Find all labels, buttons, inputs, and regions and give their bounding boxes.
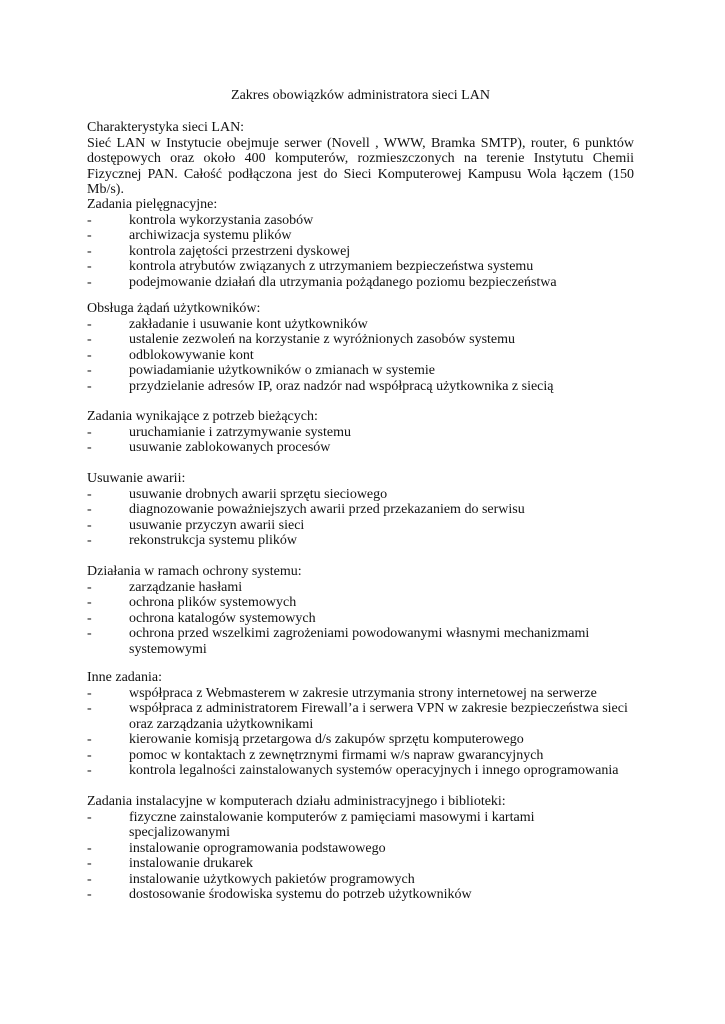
list-bullet: - xyxy=(87,701,92,716)
list-item-text: zakładanie i usuwanie kont użytkowników xyxy=(129,316,368,332)
list-bullet: - xyxy=(87,332,92,347)
list-item xyxy=(87,686,634,702)
list-bullet: - xyxy=(87,363,92,378)
list-item xyxy=(87,611,634,627)
list-item xyxy=(87,810,634,841)
list-item xyxy=(87,363,634,379)
list-item-text: ochrona katalogów systemowych xyxy=(129,610,316,626)
list-item xyxy=(87,763,634,779)
task-section xyxy=(87,794,634,903)
list-bullet: - xyxy=(87,316,92,332)
list-item-text: przydzielanie adresów IP, oraz nadzór nad współpracą użytkownika z siecią xyxy=(129,378,554,394)
list-item xyxy=(87,841,634,857)
list-bullet: - xyxy=(87,747,92,763)
list-bullet: - xyxy=(87,424,92,440)
list-item-text: ochrona plików systemowych xyxy=(129,595,297,610)
list-bullet: - xyxy=(87,840,92,856)
intro-section xyxy=(87,120,634,198)
list-bullet: - xyxy=(87,228,92,243)
list-item xyxy=(87,732,634,748)
list-bullet: - xyxy=(87,502,92,517)
task-section xyxy=(87,301,634,394)
list-item-text: kierowanie komisją przetargowa d/s zakupów sprzętu komputerowego xyxy=(129,732,524,747)
list-bullet: - xyxy=(87,809,92,825)
list-item xyxy=(87,595,634,611)
list-bullet: - xyxy=(87,517,92,533)
task-section xyxy=(87,409,634,456)
list-bullet: - xyxy=(87,212,92,228)
list-item xyxy=(87,887,634,903)
list-item xyxy=(87,518,634,534)
list-bullet: - xyxy=(87,856,92,871)
list-bullet: - xyxy=(87,486,92,502)
list-bullet: - xyxy=(87,685,92,701)
list-item-text: fizyczne zainstalowanie komputerów z pamięciami masowymi i kartami specjalizowanymi xyxy=(129,809,535,840)
section-heading: Obsługa żądań użytkowników: xyxy=(87,301,261,316)
list-item xyxy=(87,332,634,348)
section-heading: Usuwanie awarii: xyxy=(87,471,186,486)
list-item-text: ochrona przed wszelkimi zagrożeniami powodowanymi własnymi mechanizmami systemowymi xyxy=(129,626,590,657)
list-item-text: archiwizacja systemu plików xyxy=(129,228,292,243)
list-item-text: kontrola wykorzystania zasobów xyxy=(129,212,314,228)
list-item xyxy=(87,275,634,291)
list-item-text: instalowanie drukarek xyxy=(129,856,254,871)
list-item xyxy=(87,872,634,888)
list-item xyxy=(87,228,634,244)
list-item-text: dostosowanie środowiska systemu do potrzeb użytkowników xyxy=(129,887,472,902)
list-item xyxy=(87,533,634,549)
list-item xyxy=(87,748,634,764)
list-item-text: rekonstrukcja systemu plików xyxy=(129,533,297,548)
list-item-text: diagnozowanie poważniejszych awarii przed przekazaniem do serwisu xyxy=(129,502,525,517)
list-bullet: - xyxy=(87,259,92,274)
list-item xyxy=(87,317,634,333)
list-bullet: - xyxy=(87,887,92,902)
list-item xyxy=(87,487,634,503)
list-bullet: - xyxy=(87,871,92,887)
list-item-text: współpraca z administratorem Firewall’a i serwera VPN w zakresie bezpieczeństwa sieci oraz zarządzania użytkownikami xyxy=(129,701,628,732)
task-section xyxy=(87,564,634,657)
list-item-text: zarządzanie hasłami xyxy=(129,579,243,595)
list-bullet: - xyxy=(87,347,92,363)
list-item-text: podejmowanie działań dla utrzymania pożądanego poziomu bezpieczeństwa xyxy=(129,274,557,290)
section-heading: Zadania wynikające z potrzeb bieżących: xyxy=(87,409,318,424)
list-item-text: instalowanie oprogramowania podstawowego xyxy=(129,840,386,856)
section-heading: Zadania pielęgnacyjne: xyxy=(87,197,218,212)
list-item-text: usuwanie zablokowanych procesów xyxy=(129,440,331,455)
list-item-text: usuwanie przyczyn awarii sieci xyxy=(129,517,305,533)
list-bullet: - xyxy=(87,378,92,394)
list-bullet: - xyxy=(87,243,92,259)
section-heading: Zadania instalacyjne w komputerach działu administracyjnego i biblioteki: xyxy=(87,794,506,809)
list-bullet: - xyxy=(87,274,92,290)
list-item-text: kontrola legalności zainstalowanych systemów operacyjnych i innego oprogramowania xyxy=(129,763,619,778)
list-item xyxy=(87,580,634,596)
list-item xyxy=(87,856,634,872)
section-heading: Działania w ramach ochrony systemu: xyxy=(87,564,302,579)
list-item-text: kontrola atrybutów związanych z utrzymaniem bezpieczeństwa systemu xyxy=(129,259,534,274)
list-item-text: kontrola zajętości przestrzeni dyskowej xyxy=(129,243,351,259)
task-section xyxy=(87,471,634,549)
list-item xyxy=(87,259,634,275)
list-item xyxy=(87,425,634,441)
list-bullet: - xyxy=(87,533,92,548)
document-title: Zakres obowiązków administratora sieci LAN xyxy=(231,88,490,103)
list-bullet: - xyxy=(87,579,92,595)
list-item-text: usuwanie drobnych awarii sprzętu sieciowego xyxy=(129,486,388,502)
list-item xyxy=(87,440,634,456)
list-bullet: - xyxy=(87,763,92,778)
list-item-text: współpraca z Webmasterem w zakresie utrzymania strony internetowej na serwerze xyxy=(129,685,597,701)
list-item-text: odblokowywanie kont xyxy=(129,347,254,363)
list-item-text: pomoc w kontaktach z zewnętrznymi firmami w/s napraw gwarancyjnych xyxy=(129,747,544,763)
list-bullet: - xyxy=(87,610,92,626)
list-item-text: uruchamianie i zatrzymywanie systemu xyxy=(129,424,351,440)
list-bullet: - xyxy=(87,440,92,455)
intro-paragraph: Sieć LAN w Instytucie obejmuje serwer (Novell , WWW, Bramka SMTP), router, 6 punktów dostępowych oraz około 400 komputerów, rozmieszczonych na terenie Instytutu Chemii Fizycznej PAN. Całość podłączona jest do Sieci Komputerowej Kampusu Wola łączem (150 Mb/s). xyxy=(87,135,634,197)
list-item xyxy=(87,502,634,518)
list-item xyxy=(87,348,634,364)
list-bullet: - xyxy=(87,595,92,610)
list-item-text: ustalenie zezwoleń na korzystanie z wyróżnionych zasobów systemu xyxy=(129,332,516,347)
list-bullet: - xyxy=(87,732,92,747)
list-bullet: - xyxy=(87,626,92,641)
list-item xyxy=(87,379,634,395)
task-section xyxy=(87,670,634,779)
list-item-text: instalowanie użytkowych pakietów programowych xyxy=(129,871,415,887)
list-item xyxy=(87,701,634,732)
task-section xyxy=(87,197,634,290)
intro-heading: Charakterystyka sieci LAN: xyxy=(87,120,245,135)
list-item xyxy=(87,626,634,657)
list-item-text: powiadamianie użytkowników o zmianach w systemie xyxy=(129,363,435,378)
section-heading: Inne zadania: xyxy=(87,670,163,685)
list-item xyxy=(87,213,634,229)
list-item xyxy=(87,244,634,260)
